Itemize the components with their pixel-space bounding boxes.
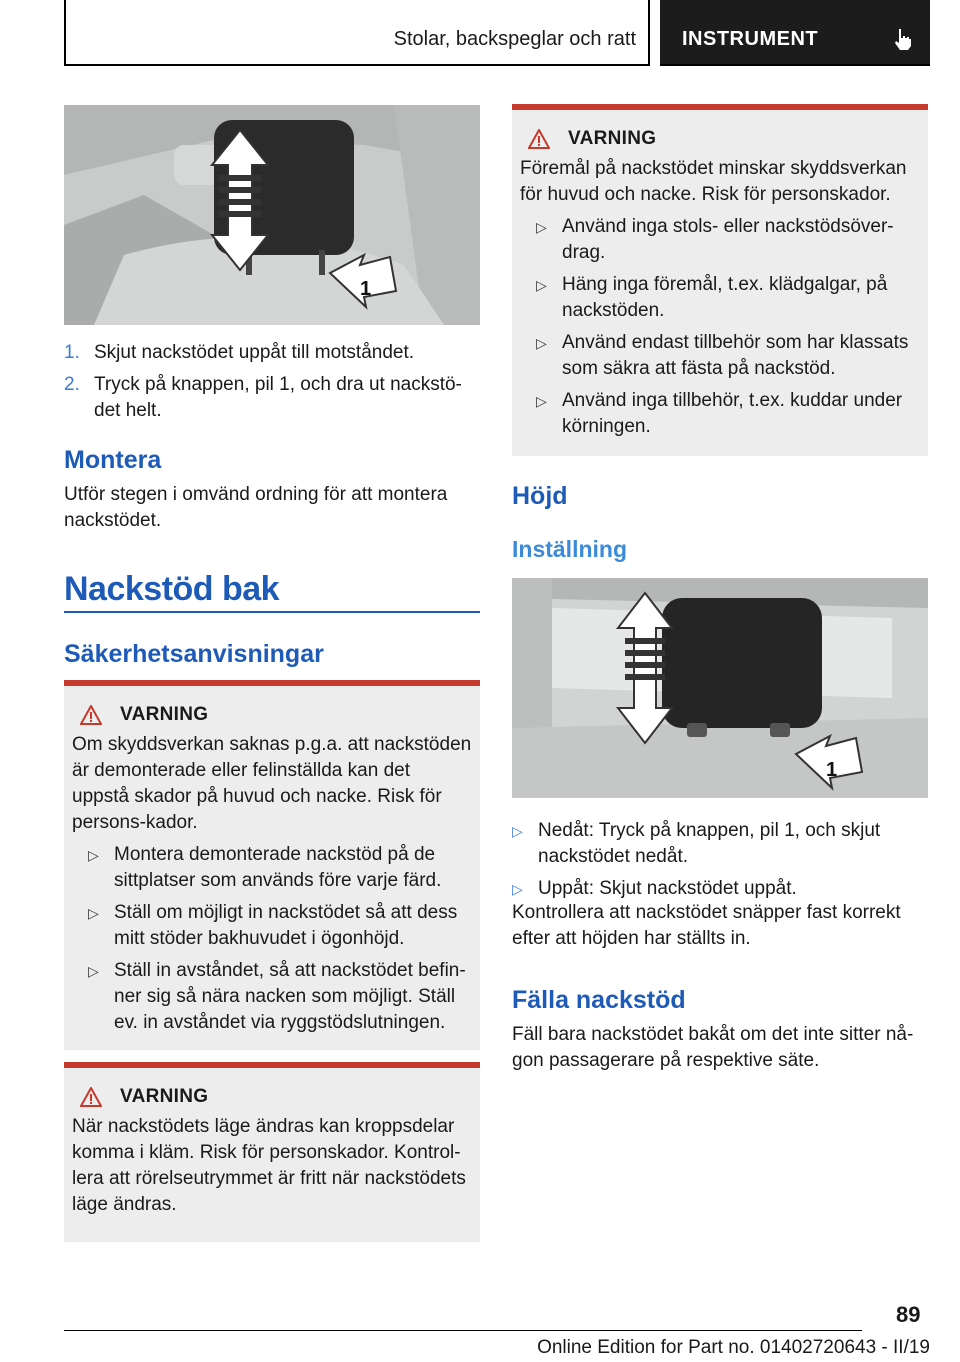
heading-safety: Säkerhetsanvisningar [64,640,324,668]
list-item: ▷ Använd endast tillbehör som har klassats som säkra att fästa på nackstöd. [536,332,909,379]
warning-header [72,1086,472,1108]
montera-text: Utför stegen i omvänd ordning för att montera nackstödet. [64,484,448,531]
warning-header [72,704,472,726]
warning-icon [80,1087,102,1107]
warning-title: VARNING [120,704,209,725]
warning-box [64,680,480,1050]
heading-installning: Inställning [512,536,627,562]
warning-header [520,128,920,150]
heading-montera: Montera [64,446,162,474]
warning-list [72,842,472,1036]
list-item: ▷ Uppåt: Skjut nackstödet uppåt. [512,878,797,899]
list-item: ▷ Häng inga föremål, t.ex. klädgalgar, på nackstöden. [536,274,888,321]
list-item: ▷ Montera demonterade nackstöd på de sittplatser som används före varje färd. [88,844,442,891]
footer-rule [64,1330,862,1331]
adjust-list [496,818,928,908]
warning-box-2 [64,1062,480,1242]
list-item: ▷ Ställ om möjligt in nackstödet så att dess mitt stöder bakhuvudet i ögonhöjd. [88,902,458,949]
pointing-hand-icon [892,27,914,51]
warning-icon [528,129,550,149]
warning-text: Föremål på nackstödet minskar skyddsverkan för huvud och nacke. Risk för personskador. [520,158,907,205]
warning-text: Om skyddsverkan saknas p.g.a. att nackstöden är demonterade eller felinställda kan det uppstå skador på huvud och nacke. Risk för persons-kador. [72,734,472,833]
heading-rule [64,611,480,613]
section-tab [64,0,650,66]
list-item: ▷ Använd inga tillbehör, t.ex. kuddar under körningen. [536,390,903,437]
falla-text: Fäll bara nackstödet bakåt om det inte sitter nå-gon passagerare på respektive säte. [512,1024,914,1071]
section-title: Stolar, backspeglar och ratt [393,28,636,50]
list-item: ▷ Ställ in avståndet, så att nackstödet befin-ner sig så nära nacken som möjligt. Ställ ev. in avståndet via ryggstödslutningen. [88,960,466,1033]
list-item: 2. Tryck på knappen, pil 1, och dra ut nackstö-det helt. [64,374,462,421]
heading-hojd: Höjd [512,482,568,510]
chapter-tab [660,0,930,66]
warning-list [520,214,920,440]
list-item: ▷ Använd inga stols- eller nackstödsöver-drag. [536,216,894,263]
list-item: 1. Skjut nackstödet uppåt till motståndet. [64,342,415,363]
heading-falla: Fälla nackstöd [512,986,686,1014]
warning-text: När nackstödets läge ändras kan kroppsdelar komma i kläm. Risk för personskador. Kontrol-lera att rörelseutrymmet är fritt när nackstödets läge ändras. [72,1116,466,1215]
warning-title: VARNING [120,1086,209,1107]
headrest-photo-front [64,105,480,325]
list-item: ▷ Nedåt: Tryck på knappen, pil 1, och skjut nackstödet nedåt. [512,820,881,867]
warning-box-3 [512,104,928,456]
check-text: Kontrollera att nackstödet snäpper fast korrekt efter att höjden har ställts in. [512,902,901,949]
chapter-title: INSTRUMENT [682,28,819,50]
heading-nackstod-bak: Nackstöd bak [64,570,280,608]
photo-label: 1 [360,278,372,300]
warning-icon [80,705,102,725]
warning-title: VARNING [568,128,657,149]
headrest-photo-rear [512,578,928,798]
photo-label: 1 [826,759,838,781]
page-number: 89 [896,1302,921,1327]
page-header [64,0,930,66]
footer-edition: Online Edition for Part no. 01402720643 - II/19 [537,1337,930,1358]
removal-steps [64,340,480,430]
